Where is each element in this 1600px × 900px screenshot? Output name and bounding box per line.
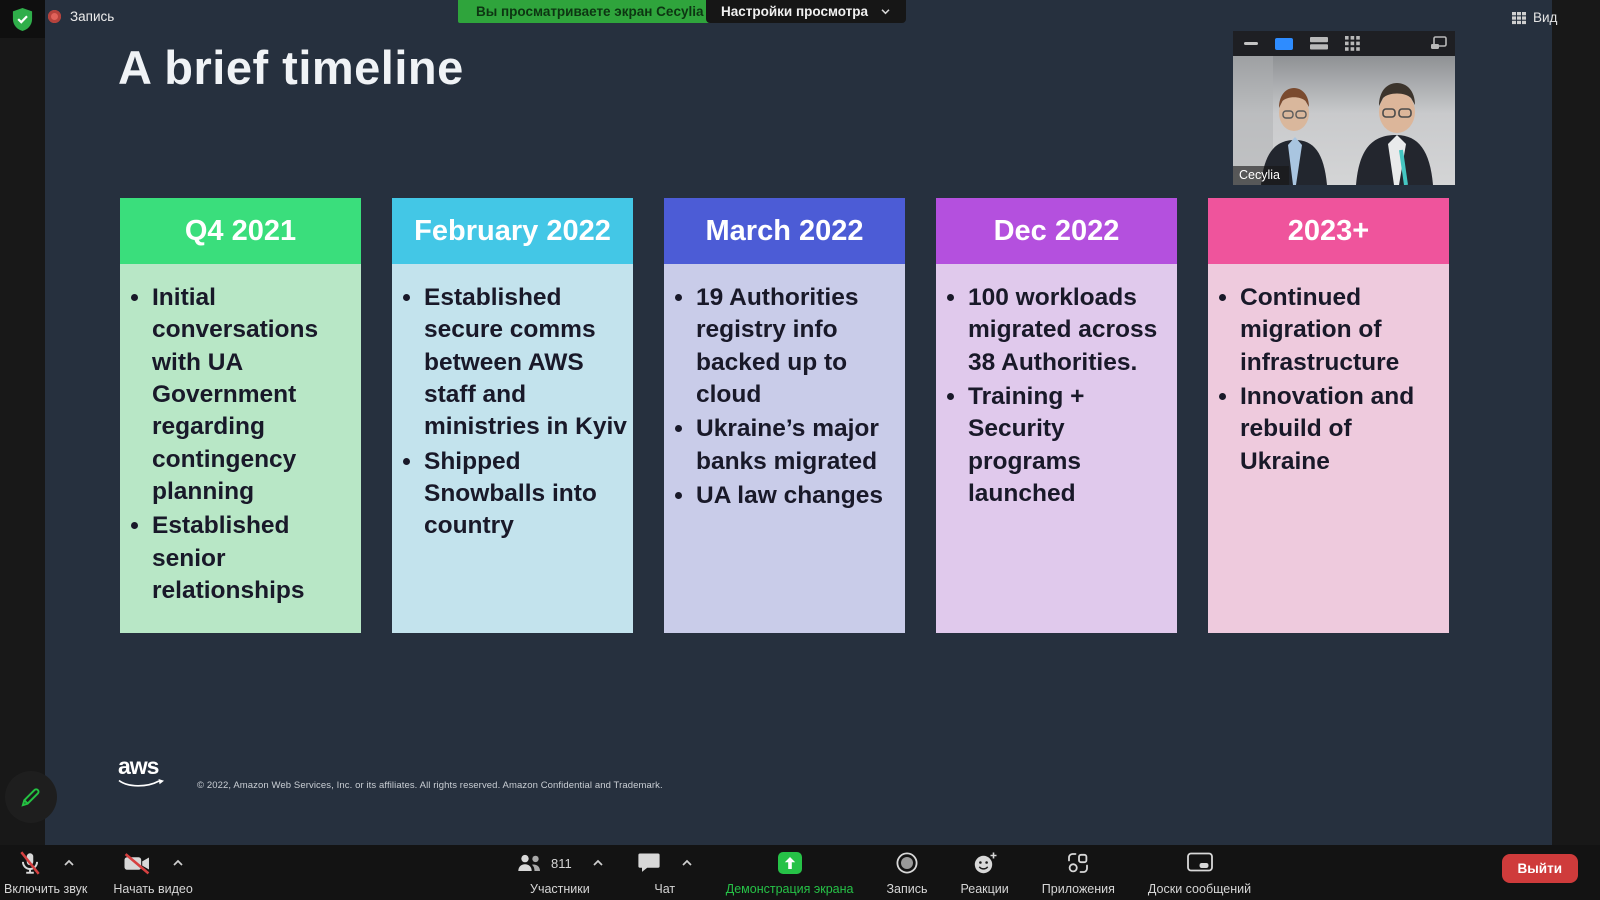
timeline-column bbox=[392, 198, 633, 633]
participants-icon bbox=[516, 853, 543, 873]
video-thumbnail-panel bbox=[1233, 31, 1455, 185]
timeline-bullet: • 100 workloads migrated across 38 Authorities. bbox=[968, 282, 1171, 379]
recording-indicator bbox=[48, 9, 114, 24]
timeline-column-body bbox=[392, 264, 633, 633]
timeline-bullet: • Established secure comms between AWS staff and ministries in Kyiv bbox=[424, 282, 627, 444]
chevron-down-icon bbox=[880, 8, 891, 15]
start-video-label: Начать видео bbox=[113, 882, 193, 896]
chevron-up-icon[interactable] bbox=[63, 859, 75, 867]
timeline-column-body bbox=[936, 264, 1177, 633]
whiteboard-icon bbox=[1186, 852, 1214, 874]
aws-logo-text: aws bbox=[118, 753, 159, 779]
timeline-bullet: • Initial conversations with UA Government regarding contingency planning bbox=[152, 282, 355, 508]
meeting-toolbar bbox=[0, 845, 1600, 900]
chevron-up-icon[interactable] bbox=[172, 859, 184, 867]
shield-check-icon bbox=[11, 7, 34, 32]
annotate-button[interactable] bbox=[5, 771, 57, 823]
aws-smile-arrow-icon bbox=[118, 779, 164, 789]
view-settings-label: Настройки просмотра bbox=[721, 4, 869, 19]
copyright-text: © 2022, Amazon Web Services, Inc. or its affiliates. All rights reserved. Amazon Confidential and Trademark. bbox=[197, 780, 663, 791]
timeline-column-body bbox=[664, 264, 905, 633]
pencil-icon bbox=[18, 784, 44, 810]
unmute-label: Включить звук bbox=[4, 882, 88, 896]
aws-logo bbox=[118, 753, 166, 794]
toolbar-left-group bbox=[4, 849, 193, 896]
timeline-bullet: • Training + Security programs launched bbox=[968, 381, 1171, 510]
popout-window-icon[interactable] bbox=[1430, 36, 1447, 50]
whiteboards-label: Доски сообщений bbox=[1147, 882, 1252, 896]
recording-dot bbox=[48, 10, 61, 23]
chevron-up-icon[interactable] bbox=[592, 859, 604, 867]
timeline-columns bbox=[120, 198, 1449, 633]
share-screen-icon bbox=[775, 851, 805, 875]
timeline-bullet: • UA law changes bbox=[696, 480, 899, 512]
participants-label: Участники bbox=[530, 882, 590, 896]
mic-muted-icon bbox=[17, 850, 43, 876]
reactions-label: Реакции bbox=[960, 882, 1009, 896]
record-label: Запись bbox=[886, 882, 928, 896]
record-button[interactable] bbox=[886, 849, 927, 896]
timeline-bullet: • Innovation and rebuild of Ukraine bbox=[1240, 381, 1443, 478]
slide-title: A brief timeline bbox=[118, 41, 464, 94]
chat-icon bbox=[637, 852, 661, 874]
timeline-column-header: February 2022 bbox=[392, 198, 633, 264]
grid-view-icon bbox=[1511, 11, 1527, 25]
view-settings-button[interactable] bbox=[706, 0, 906, 23]
toolbar-center-group bbox=[516, 849, 1251, 896]
share-screen-label: Демонстрация экрана bbox=[725, 882, 854, 896]
participants-count: 811 bbox=[551, 855, 572, 871]
timeline-column bbox=[664, 198, 905, 633]
timeline-bullet: • Shipped Snowballs into country bbox=[424, 446, 627, 543]
whiteboards-button[interactable] bbox=[1148, 849, 1251, 896]
gallery-grid-layout-icon[interactable] bbox=[1345, 36, 1360, 51]
reactions-button[interactable] bbox=[960, 849, 1008, 896]
active-speaker-layout-icon[interactable] bbox=[1275, 38, 1293, 50]
start-video-button[interactable] bbox=[113, 849, 192, 896]
apps-label: Приложения bbox=[1041, 882, 1115, 896]
chat-button[interactable] bbox=[637, 849, 693, 896]
thumbnail-controls bbox=[1233, 31, 1455, 56]
timeline-bullet: • 19 Authorities registry info backed up to cloud bbox=[696, 282, 899, 411]
timeline-column-body bbox=[1208, 264, 1449, 633]
reactions-icon bbox=[972, 851, 998, 875]
gallery-strip-layout-icon[interactable] bbox=[1310, 37, 1328, 50]
timeline-bullet: • Ukraine’s major banks migrated bbox=[696, 413, 899, 478]
viewing-banner bbox=[458, 0, 721, 23]
timeline-column-header: March 2022 bbox=[664, 198, 905, 264]
timeline-column bbox=[120, 198, 361, 633]
record-icon bbox=[895, 851, 919, 875]
chevron-up-icon[interactable] bbox=[681, 859, 693, 867]
timeline-column-header: Q4 2021 bbox=[120, 198, 361, 264]
recording-label: Запись bbox=[70, 9, 115, 24]
minimize-icon[interactable] bbox=[1244, 42, 1258, 45]
timeline-column-header: Dec 2022 bbox=[936, 198, 1177, 264]
timeline-bullet: • Established senior relationships bbox=[152, 510, 355, 607]
timeline-column-body bbox=[120, 264, 361, 633]
viewing-banner-text: Вы просматриваете экран Cecylia bbox=[476, 4, 704, 19]
timeline-column bbox=[1208, 198, 1449, 633]
apps-button[interactable] bbox=[1042, 849, 1115, 896]
share-screen-button[interactable] bbox=[726, 849, 854, 896]
participant-video[interactable] bbox=[1233, 56, 1455, 185]
chat-label: Чат bbox=[654, 882, 676, 896]
participants-button[interactable] bbox=[516, 849, 604, 896]
leave-button[interactable]: Выйти bbox=[1502, 854, 1579, 883]
view-button[interactable] bbox=[1511, 10, 1557, 25]
timeline-column bbox=[936, 198, 1177, 633]
camera-muted-icon bbox=[122, 851, 152, 876]
apps-icon bbox=[1066, 851, 1090, 875]
participant-name-tag: Cecylia bbox=[1233, 166, 1289, 185]
view-label: Вид bbox=[1533, 10, 1558, 25]
timeline-bullet: • Continued migration of infrastructure bbox=[1240, 282, 1443, 379]
timeline-column-header: 2023+ bbox=[1208, 198, 1449, 264]
security-badge[interactable] bbox=[0, 0, 45, 38]
unmute-button[interactable] bbox=[4, 849, 87, 896]
